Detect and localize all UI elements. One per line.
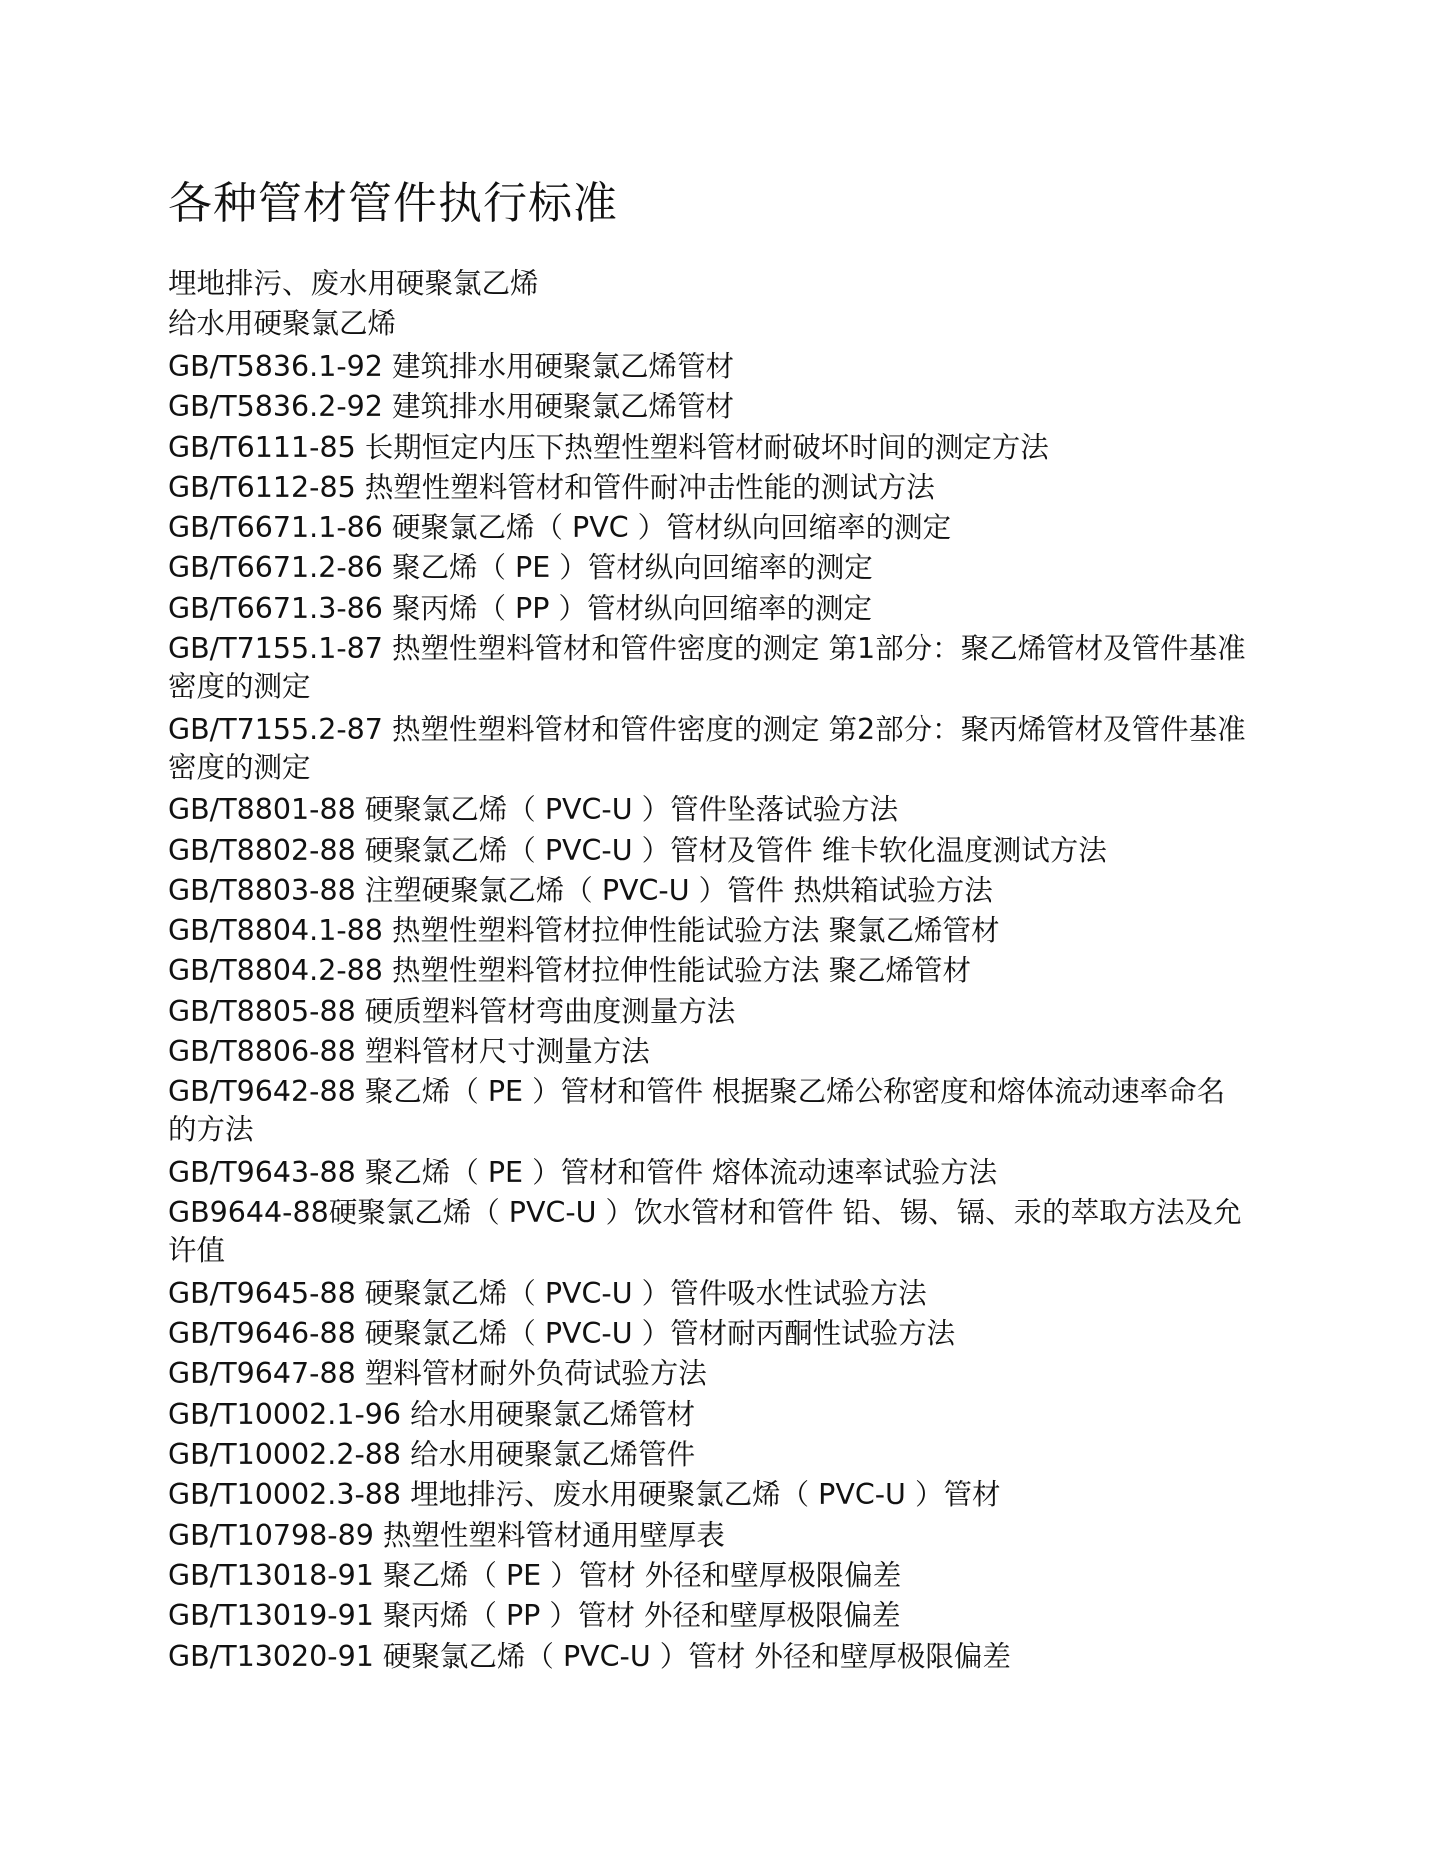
standard-item <box>168 872 1248 912</box>
standard-text: GB/T7155.1-87 热塑性塑料管材和管件密度的测定 第1部分：聚乙烯管材及管件基准密度的测定 <box>168 632 1246 704</box>
standard-text: GB/T5836.2-92 建筑排水用硬聚氯乙烯管材 <box>168 390 734 424</box>
standard-text: GB/T10002.1-96 给水用硬聚氯乙烯管材 <box>168 1397 696 1431</box>
standard-item <box>168 711 1248 792</box>
document-title: 各种管材管件执行标准 <box>168 178 618 229</box>
standard-text: GB/T8802-88 硬聚氯乙烯（ PVC-U ）管材及管件 维卡软化温度测试方法 <box>168 833 1107 867</box>
standard-text: GB/T10002.2-88 给水用硬聚氯乙烯管件 <box>168 1438 696 1472</box>
standard-item <box>168 348 1248 388</box>
standard-item <box>168 1154 1248 1194</box>
standard-text: GB/T8804.1-88 热塑性塑料管材拉伸性能试验方法 聚氯乙烯管材 <box>168 914 1000 948</box>
standard-text: GB/T6671.1-86 硬聚氯乙烯（ PVC ）管材纵向回缩率的测定 <box>168 511 952 545</box>
standard-item <box>168 469 1248 509</box>
standard-item <box>168 1638 1248 1678</box>
standard-item <box>168 1517 1248 1557</box>
standard-text: GB/T10002.3-88 埋地排污、废水用硬聚氯乙烯（ PVC-U ）管材 <box>168 1478 1001 1512</box>
standard-item <box>168 1355 1248 1395</box>
standard-text: GB/T10798-89 热塑性塑料管材通用壁厚表 <box>168 1518 725 1552</box>
standard-text: GB/T9643-88 聚乙烯（ PE ）管材和管件 熔体流动速率试验方法 <box>168 1155 998 1189</box>
standard-item <box>168 1194 1248 1275</box>
standard-text: GB/T9646-88 硬聚氯乙烯（ PVC-U ）管材耐丙酮性试验方法 <box>168 1317 956 1351</box>
standard-item <box>168 993 1248 1033</box>
standard-item <box>168 1073 1248 1154</box>
standard-text: GB/T8804.2-88 热塑性塑料管材拉伸性能试验方法 聚乙烯管材 <box>168 954 972 988</box>
standard-item <box>168 1315 1248 1355</box>
standard-text: GB/T13018-91 聚乙烯（ PE ）管材 外径和壁厚极限偏差 <box>168 1558 902 1592</box>
standard-text: GB/T8801-88 硬聚氯乙烯（ PVC-U ）管件坠落试验方法 <box>168 793 899 827</box>
standard-item <box>168 912 1248 952</box>
standard-text: GB/T9645-88 硬聚氯乙烯（ PVC-U ）管件吸水性试验方法 <box>168 1276 927 1310</box>
standard-item <box>168 832 1248 872</box>
standard-item <box>168 952 1248 992</box>
standard-item <box>168 1033 1248 1073</box>
standard-item <box>168 1396 1248 1436</box>
standard-text: GB/T13019-91 聚丙烯（ PP ）管材 外径和壁厚极限偏差 <box>168 1599 901 1633</box>
standard-text: GB/T9647-88 塑料管材耐外负荷试验方法 <box>168 1357 707 1391</box>
standard-item <box>168 1597 1248 1637</box>
standard-item <box>168 1557 1248 1597</box>
standard-text: GB/T6112-85 热塑性塑料管材和管件耐冲击性能的测试方法 <box>168 470 935 504</box>
standard-item <box>168 1436 1248 1476</box>
standard-text: GB/T9642-88 聚乙烯（ PE ）管材和管件 根据聚乙烯公称密度和熔体流动速率命名的方法 <box>168 1075 1226 1147</box>
standard-item <box>168 388 1248 428</box>
standard-item <box>168 429 1248 469</box>
standard-text: GB/T6671.3-86 聚丙烯（ PP ）管材纵向回缩率的测定 <box>168 591 872 625</box>
standard-text: GB/T8803-88 注塑硬聚氯乙烯（ PVC-U ）管件 热烘箱试验方法 <box>168 873 993 907</box>
standards-list <box>168 265 1248 1678</box>
standard-item <box>168 1476 1248 1516</box>
standard-item <box>168 1275 1248 1315</box>
standard-text: GB/T5836.1-92 建筑排水用硬聚氯乙烯管材 <box>168 350 734 383</box>
standard-text: GB/T8805-88 硬质塑料管材弯曲度测量方法 <box>168 994 736 1028</box>
standard-text: GB/T6111-85 长期恒定内压下热塑性塑料管材耐破坏时间的测定方法 <box>168 430 1049 464</box>
standard-item <box>168 630 1248 711</box>
standard-text: GB/T13020-91 硬聚氯乙烯（ PVC-U ）管材 外径和壁厚极限偏差 <box>168 1639 1011 1673</box>
standard-text: GB/T8806-88 塑料管材尺寸测量方法 <box>168 1035 650 1069</box>
intro-line: 埋地排污、废水用硬聚氯乙烯 <box>168 267 539 300</box>
standard-text: GB9644-88硬聚氯乙烯（ PVC-U ）饮水管材和管件 铅、锡、镉、汞的萃取方法及允许值 <box>168 1196 1242 1268</box>
standard-item <box>168 549 1248 589</box>
standard-text: GB/T6671.2-86 聚乙烯（ PE ）管材纵向回缩率的测定 <box>168 551 873 585</box>
standard-item <box>168 791 1248 831</box>
standard-item <box>168 590 1248 630</box>
standard-item <box>168 509 1248 549</box>
intro-line: 给水用硬聚氯乙烯 <box>168 307 397 340</box>
standard-text: GB/T7155.2-87 热塑性塑料管材和管件密度的测定 第2部分：聚丙烯管材及管件基准密度的测定 <box>168 712 1246 784</box>
